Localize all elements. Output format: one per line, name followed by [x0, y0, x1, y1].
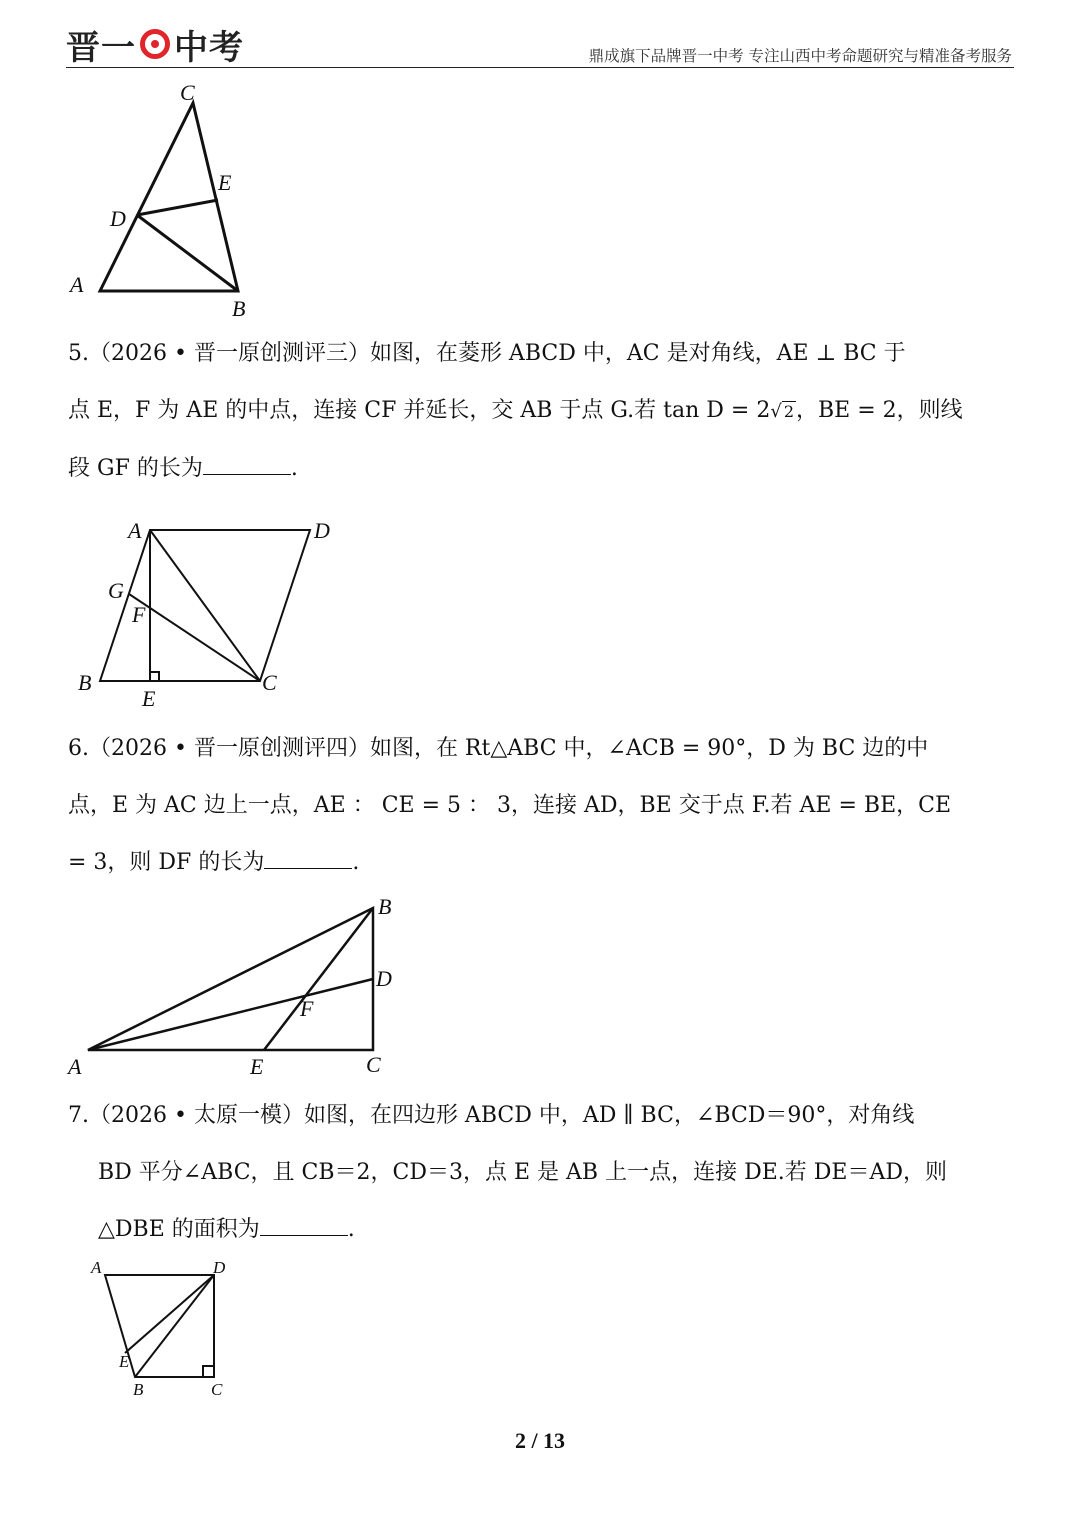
- logo-text-right: 中考: [174, 27, 244, 68]
- label-e: E: [119, 1352, 130, 1371]
- answer-blank-q7[interactable]: [260, 1213, 348, 1236]
- label-b: B: [232, 296, 246, 321]
- figure-q7: [85, 1255, 245, 1400]
- q5-line2: 点 E，F 为 AE 的中点，连接 CF 并延长，交 AB 于点 G.若 tan D = 2√ 2，BE = 2，则线: [68, 398, 963, 423]
- header-divider: [66, 67, 1014, 68]
- label-f: F: [300, 996, 314, 1021]
- target-icon: [140, 29, 170, 59]
- label-e: E: [142, 686, 156, 711]
- sqrt-arg: 2: [783, 402, 794, 421]
- q6-line3: = 3，则 DF 的长为 .: [68, 834, 1014, 891]
- q7-line1: 7.（2026 • 太原一模）如图，在四边形 ABCD 中，AD ∥ BC，∠BCD＝90°，对角线: [68, 1103, 915, 1128]
- label-c: C: [180, 80, 195, 105]
- q7-line3: △DBE 的面积为 .: [68, 1201, 1014, 1258]
- label-g: G: [108, 578, 124, 603]
- figure-q6: [60, 890, 420, 1080]
- label-a: A: [128, 518, 142, 543]
- brand-logo: [66, 22, 244, 66]
- figure-q5: [70, 510, 360, 715]
- question-6: [68, 720, 1014, 891]
- label-a: A: [68, 1054, 82, 1079]
- label-a: A: [70, 272, 84, 297]
- logo-text-left: 晋一: [66, 27, 136, 68]
- label-c: C: [366, 1052, 381, 1077]
- label-e: E: [250, 1054, 264, 1079]
- label-c: C: [211, 1380, 223, 1399]
- label-d: D: [110, 206, 126, 231]
- answer-blank-q6[interactable]: [264, 846, 352, 869]
- q5-line1: 5.（2026 • 晋一原创测评三）如图，在菱形 ABCD 中，AC 是对角线，AE ⊥ BC 于: [68, 341, 906, 366]
- q6-line1: 6.（2026 • 晋一原创测评四）如图，在 Rt△ABC 中，∠ACB = 90°，D 为 BC 边的中: [68, 736, 929, 761]
- label-e: E: [218, 170, 232, 195]
- sqrt-symbol: √: [770, 401, 782, 422]
- q5-line3: 段 GF 的长为 .: [68, 440, 1014, 497]
- label-a: A: [91, 1258, 102, 1277]
- figure-q4: [60, 78, 280, 323]
- page-number: 2 / 13: [514, 1428, 566, 1453]
- label-b: B: [378, 894, 392, 919]
- q6-line2: 点，E 为 AC 边上一点，AE ： CE = 5 ： 3，连接 AD，BE 交于点 F.若 AE = BE，CE: [68, 793, 952, 818]
- label-c: C: [262, 670, 277, 695]
- answer-blank-q5[interactable]: [203, 452, 291, 475]
- label-b: B: [133, 1380, 144, 1399]
- label-b: B: [78, 670, 92, 695]
- label-d: D: [314, 518, 330, 543]
- question-7: [68, 1087, 1014, 1258]
- question-5: [68, 325, 1014, 497]
- label-f: F: [132, 602, 146, 627]
- label-d: D: [376, 966, 392, 991]
- header-tagline: 鼎成旗下品牌晋一中考 专注山西中考命题研究与精准备考服务: [588, 47, 1012, 65]
- q7-line2: BD 平分∠ABC，且 CB＝2，CD＝3，点 E 是 AB 上一点，连接 DE.若 DE＝AD，则: [98, 1160, 947, 1185]
- label-d: D: [213, 1258, 226, 1277]
